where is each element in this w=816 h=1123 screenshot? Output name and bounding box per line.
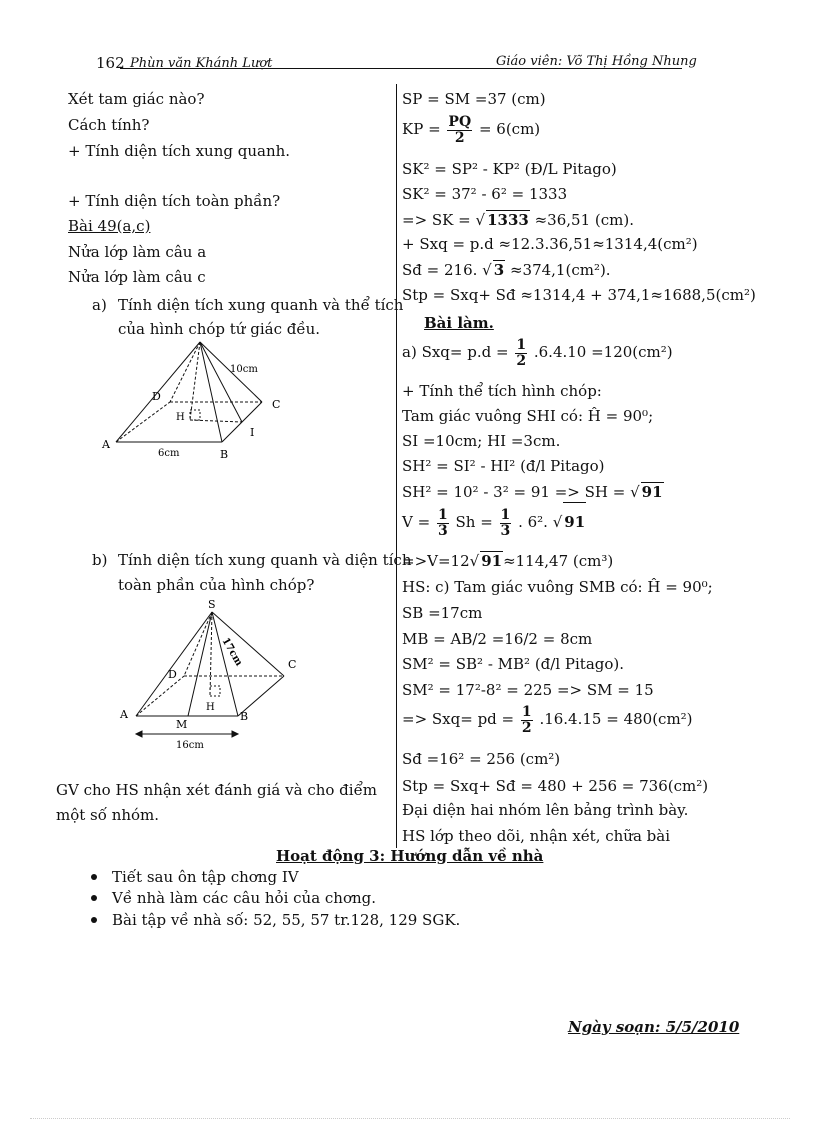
right-line-17	[402, 551, 613, 570]
label-D: D	[152, 390, 161, 403]
fraction-numerator: 1	[437, 506, 448, 523]
right-line-13: SI =10cm; HI =3cm.	[402, 432, 561, 450]
right-line-2	[402, 112, 540, 146]
label-base-length: 6cm	[158, 448, 180, 459]
fraction-1-3-b	[500, 508, 512, 539]
activity-item-3: Bài tập về nhà số: 52, 55, 57 tr.128, 129 SGK.	[112, 911, 461, 929]
label-B: B	[240, 710, 249, 723]
right-line-25: Stp = Sxq+ Sđ = 480 + 256 = 736(cm²)	[402, 777, 709, 795]
right-line-5	[402, 210, 634, 229]
sk-result: ≈36,51 (cm).	[534, 211, 634, 229]
fraction-denominator: 2	[454, 129, 465, 146]
right-line-18: HS: c) Tam giác vuông SMB có: Ĥ = 90⁰;	[402, 578, 713, 596]
right-line-3: SK² = SP² - KP² (Đ/L Pitago)	[402, 160, 617, 178]
fraction-1-3-a	[437, 508, 449, 539]
sxq-result: .6.4.10 =120(cm²)	[533, 343, 673, 361]
right-line-8: Stp = Sxq+ Sđ ≈1314,4 + 374,1≈1688,5(cm²)	[402, 286, 756, 304]
left-line-4: + Tính diện tích toàn phần?	[68, 192, 281, 210]
right-line-16	[402, 502, 586, 541]
fraction-numerator: 1	[516, 336, 527, 353]
teacher-info	[496, 54, 697, 69]
question-a-marker: a)	[92, 296, 107, 314]
exercise-title: Bài 49(a,c)	[68, 217, 151, 235]
question-a-line-2: của hình chóp tứ giác đều.	[118, 320, 321, 338]
label-D: D	[168, 668, 177, 681]
page-number: 162	[96, 54, 125, 72]
sh-equation: SH² = 10² - 3² = 91 => SH =	[402, 483, 626, 501]
school-name: Phùn văn Khánh Lượt	[130, 56, 273, 71]
pyramid-figure-a	[96, 334, 296, 464]
left-line-6: Nửa lớp làm câu a	[68, 243, 207, 261]
page-bottom-rule	[30, 1118, 790, 1119]
volume-result-label: =>V=12	[402, 552, 470, 570]
label-H: H	[176, 412, 185, 423]
left-line-2: Cách tính?	[68, 116, 150, 134]
volume-result: ≈114,47 (cm³)	[503, 552, 614, 570]
bullet-icon	[91, 874, 97, 880]
right-line-7	[402, 260, 611, 279]
right-line-1: SP = SM =37 (cm)	[402, 90, 546, 108]
right-line-20: MB = AB/2 =16/2 = 8cm	[402, 630, 593, 648]
right-line-19: SB =17cm	[402, 604, 483, 622]
fraction-denominator: 2	[516, 352, 527, 369]
sqrt-icon: √	[482, 261, 492, 279]
right-line-26: Đại diện hai nhóm lên bảng trình bày.	[402, 801, 689, 819]
right-angle-mark	[210, 686, 220, 696]
fraction-denominator: 2	[521, 719, 532, 736]
edge-AD	[116, 402, 170, 442]
activity-item-1: Tiết sau ôn tập chơng IV	[112, 868, 299, 886]
sk-label: => SK =	[402, 211, 471, 229]
teacher-label: Giáo viên:	[496, 54, 563, 69]
sqrt-radicand: 91	[563, 502, 586, 541]
activity-title: Hoạt động 3: Hướng dẫn về nhà	[276, 847, 544, 865]
fraction-denominator: 3	[437, 522, 448, 539]
volume-label: V =	[402, 513, 431, 531]
question-a-line-1: Tính diện tích xung quanh và thể tích	[118, 296, 404, 314]
fraction-1-2	[515, 338, 527, 369]
label-edge-length: 17cm	[219, 636, 245, 668]
sqrt-icon: √	[475, 211, 486, 229]
teacher-name: Võ Thị Hồng Nhung	[566, 54, 697, 69]
right-line-4: SK² = 37² - 6² = 1333	[402, 185, 568, 203]
right-line-10	[402, 334, 673, 370]
height-SH	[190, 342, 200, 420]
sqrt-radicand: 91	[641, 483, 663, 501]
sd-label: Sđ = 216.	[402, 261, 478, 279]
sd-result: ≈374,1(cm²).	[509, 261, 611, 279]
label-M: M	[176, 718, 188, 731]
left-line-3: + Tính diện tích xung quanh.	[68, 142, 291, 160]
sqrt-radicand: 91	[481, 552, 503, 570]
label-C: C	[288, 658, 297, 671]
edge-SB	[200, 342, 222, 442]
sxq-label: a) Sxq= p.d =	[402, 343, 509, 361]
arrow-right-icon	[232, 731, 238, 737]
apothem-SI	[200, 342, 242, 422]
sqrt-radicand: 1333	[487, 211, 529, 229]
right-line-6: + Sxq = p.d ≈12.3.36,51≈1314,4(cm²)	[402, 235, 698, 253]
fraction-numerator: 1	[500, 506, 511, 523]
edge-SA	[136, 612, 212, 716]
fraction-1-2-c	[521, 705, 533, 736]
volume-mid: Sh =	[455, 513, 493, 531]
sqrt-icon: √	[630, 483, 640, 501]
volume-post: . 6².	[518, 513, 548, 531]
bullet-icon	[91, 895, 97, 901]
right-line-22: SM² = 17²-8² = 225 => SM = 15	[402, 681, 654, 699]
activity-item-2: Về nhà làm các câu hỏi của chơng.	[112, 889, 377, 907]
label-B: B	[220, 448, 229, 461]
sxq-c-result: .16.4.15 = 480(cm²)	[539, 710, 693, 728]
arrow-left-icon	[136, 731, 142, 737]
sqrt-icon: √	[552, 513, 563, 531]
right-line-11: + Tính thể tích hình chóp:	[402, 382, 602, 400]
fraction-pq-2	[447, 115, 472, 146]
right-line-27: HS lớp theo dõi, nhận xét, chữa bài	[402, 827, 671, 845]
question-b-line-2: toàn phần của hình chóp?	[118, 576, 315, 594]
segment-HI	[190, 420, 242, 422]
right-line-14: SH² = SI² - HI² (đ/l Pitago)	[402, 457, 605, 475]
gv-line-1: GV cho HS nhận xét đánh giá và cho điểm	[56, 781, 378, 799]
label-C: C	[272, 398, 281, 411]
label-S: S	[208, 598, 216, 611]
header-rule	[120, 68, 682, 69]
preparation-date: Ngày soạn: 5/5/2010	[568, 1018, 740, 1036]
edge-AD	[136, 676, 184, 716]
label-I: I	[250, 426, 255, 439]
kp-label: KP =	[402, 120, 441, 138]
question-b-marker: b)	[92, 551, 108, 569]
label-A: A	[102, 438, 110, 451]
label-base-length: 16cm	[176, 740, 204, 751]
gv-line-2: một số nhóm.	[56, 806, 160, 824]
right-line-24: Sđ =16² = 256 (cm²)	[402, 750, 561, 768]
pyramid-figure-b	[118, 596, 308, 756]
fraction-denominator: 3	[500, 522, 511, 539]
solution-heading: Bài làm.	[424, 314, 494, 332]
right-line-23	[402, 700, 693, 738]
fraction-numerator: PQ	[448, 113, 472, 130]
right-line-12: Tam giác vuông SHI có: Ĥ = 90⁰;	[402, 407, 654, 425]
bullet-icon	[91, 917, 97, 923]
sqrt-radicand: 3	[493, 261, 505, 279]
right-line-15	[402, 482, 664, 501]
column-divider	[396, 84, 397, 848]
right-line-21: SM² = SB² - MB² (đ/l Pitago).	[402, 655, 625, 673]
height-SH	[210, 612, 212, 696]
label-A: A	[120, 708, 128, 721]
label-H: H	[206, 702, 215, 713]
question-b-line-1: Tính diện tích xung quanh và diện tích	[118, 551, 412, 569]
sxq-c-label: => Sxq= pd =	[402, 710, 515, 728]
left-line-1: Xét tam giác nào?	[68, 90, 205, 108]
label-edge-length: 10cm	[230, 364, 258, 375]
kp-result: = 6(cm)	[478, 120, 541, 138]
sqrt-icon: √	[469, 552, 480, 570]
left-line-7: Nửa lớp làm câu c	[68, 268, 206, 286]
fraction-numerator: 1	[521, 703, 532, 720]
